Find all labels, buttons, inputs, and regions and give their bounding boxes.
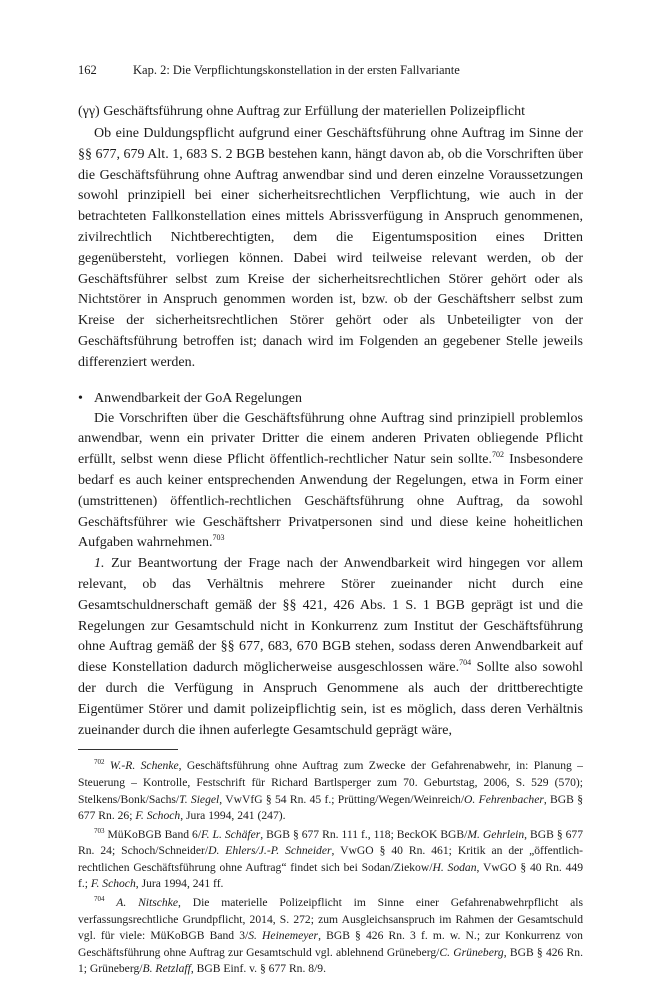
author-name: C. Grüneberg xyxy=(439,945,504,959)
footnote-reference[interactable]: 702 xyxy=(491,450,504,460)
footnote xyxy=(78,895,583,978)
footnote-number: 703 xyxy=(94,826,105,835)
footnote-text: , Jura 1994, 241 ff. xyxy=(135,877,224,891)
body-paragraph xyxy=(78,409,583,555)
paragraph-text: Sollte also sowohl der durch die Verfügung in Anspruch Genommene als auch der drittberechtigte Eigentümer Störer und damit polizeipflichtig sein, ist es möglich, dass deren Verhältnis zueinander durch die ihnen auferlegte Gesamtschuld geprägt wäre, xyxy=(78,660,583,738)
subsection-title: Anwendbarkeit der GoA Regelungen xyxy=(94,390,302,406)
author-name: F. Schoch xyxy=(135,809,181,823)
footnotes xyxy=(78,758,583,978)
footnote-text: MüKoBGB Band 6/ xyxy=(107,827,202,841)
section-heading: (γγ) Geschäftsführung ohne Auftrag zur Erfüllung der materiellen Polizeipflicht xyxy=(78,104,526,119)
footnote-number: 704 xyxy=(94,895,105,904)
author-name: B. Retzlaff xyxy=(142,962,191,976)
footnote-text: , VwGO § 40 Rn. 461; Kritik an der „öffentlich-rechtlichen Geschäftsführung ohne Auftrag“ findet sich bei Sodan/Ziekow/ xyxy=(78,844,583,874)
footnote xyxy=(78,758,583,824)
running-header xyxy=(78,62,583,78)
footnote-text: , BGB § 426 Rn. 1; Grüneberg/ xyxy=(78,945,583,976)
footnote-text: , VwGO § 40 Rn. 449 f.; xyxy=(78,860,583,891)
page-number: 162 xyxy=(78,63,97,77)
footnote-text: , BGB § 677 Rn. 24; Schoch/Schneider/ xyxy=(78,827,583,858)
author-name: M. Gehrlein xyxy=(467,827,525,841)
footnote-text: , VwVfG § 54 Rn. 45 f.; Prütting/Wegen/Weinreich/ xyxy=(219,792,465,806)
body-paragraph: Ob eine Duldungspflicht aufgrund einer Geschäftsführung ohne Auftrag im Sinne der §§ 677, 679 Alt. 1, 683 S. 2 BGB bestehen kann, hängt davon ab, ob die Vorschriften über die Geschäftsführung ohne Auftrag anwendbar sind und deren einzelne Voraussetzungen sowohl prinzipiell bei einer sicherheitsrechtlichen Verpflichtung, wie auch in der betrachteten Fallkonstellation eines mittels Abrissverfügung in Anspruch genommenen, zivilrechtlich Nichtberechtigten, dem die Eigentumsposition eines Dritten gegenübersteht, vorliegen können. Dabei wird teilweise relevant werden, ob der Geschäftsführer selbst zum Kreise der sicherheitsrechtlichen Störer gehört oder als Nichtstörer in Anspruch genommen worden ist, bzw. ob der Geschäftsherr selbst zum Kreise der sicherheitsrechtlichen Störer gehört oder als Unbeteiligter von der Geschäftsführung betroffen ist; danach wird im Folgenden an gegebener Stelle jeweils differenziert werden. xyxy=(78,126,583,370)
body-paragraph xyxy=(78,554,583,741)
footnote-text: , Die materielle Polizeipflicht im Sinne einer Gefahrenabwehrpflicht als verfassungsrechtliche Grundpflicht, 2014, S. 272; zum Ausgleichsanspruch im Rahmen der Gesamtschuld vgl. für viele: MüKoBGB Band 3/ xyxy=(78,896,583,943)
paragraph-number: 1. xyxy=(94,556,105,572)
footnote-number: 702 xyxy=(94,758,105,767)
author-name: H. Sodan xyxy=(432,860,477,874)
author-name: F. L. Schäfer xyxy=(201,827,261,841)
author-name: S. Heinemeyer xyxy=(248,929,319,943)
author-name: T. Siegel xyxy=(179,792,220,806)
footnote-reference[interactable]: 704 xyxy=(459,658,472,668)
footnote-divider xyxy=(78,749,178,750)
paragraph-text: Insbesondere bedarf es auch keiner entsprechenden Anwendung der Regelungen, etwa in Form einer (umstrittenen) öffentlich-rechtlichen Geschäftsführung ohne Auftrag, da sowohl Geschäftsführer wie Geschäftsherr Privatpersonen sind und diese keine hoheitlichen Aufgaben wahrnehmen. xyxy=(78,452,583,551)
footnote-text: , BGB § 677 Rn. 26; xyxy=(78,792,583,823)
chapter-title: Kap. 2: Die Verpflichtungskonstellation in der ersten Fallvariante xyxy=(133,63,460,77)
author-name: D. Ehlers/J.-P. Schneider xyxy=(208,844,332,858)
author-name: A. Nitschke xyxy=(116,896,178,910)
footnote-text: , Geschäftsführung ohne Auftrag zum Zwecke der Gefahrenabwehr, in: Planung – Steuerung – Kontrolle, Festschrift für Richard Bartlsperger zum 70. Geburtstag, 2006, S. 529 (570); Stelkens/Bonk/Sachs/ xyxy=(78,759,583,806)
bullet-marker: • xyxy=(78,390,83,406)
paragraph-text: Die Vorschriften über die Geschäftsführung ohne Auftrag sind prinzipiell problemlos anwendbar, wenn ein privater Dritter die einem anderen Privaten obliegende Pflicht erfüllt, selbst wenn diese Pflicht öffentlich-rechtlicher Natur sein sollte. xyxy=(78,410,583,468)
author-name: W.-R. Schenke xyxy=(109,759,179,773)
subsection-heading xyxy=(78,388,583,409)
paragraph-text: Zur Beantwortung der Frage nach der Anwendbarkeit wird hingegen vor allem relevant, ob das Verhältnis mehrere Störer zueinander nicht durch eine Gesamtschuldnerschaft gemäß der §§ 421, 426 Abs. 1 S. 1 BGB geprägt ist und die Regelungen zur Gesamtschuld nicht in Konkurrenz zum Institut der Geschäftsführung ohne Auftrag gemäß der §§ 677, 683, 670 BGB stehen, sodass deren Anwendbarkeit auf diese Konstellation dadurch möglicherweise ausgeschlossen wäre. xyxy=(78,556,583,676)
footnote-text: , BGB § 677 Rn. 111 f., 118; BeckOK BGB/ xyxy=(260,827,468,841)
footnote-text: , BGB Einf. v. § 677 Rn. 8/9. xyxy=(190,962,326,976)
footnote-text: , Jura 1994, 241 (247). xyxy=(180,809,286,823)
footnote-reference[interactable]: 703 xyxy=(212,533,225,543)
footnote xyxy=(78,827,583,893)
author-name: O. Fehrenbacher xyxy=(464,792,544,806)
author-name: F. Schoch xyxy=(90,877,136,891)
footnote-text: , BGB § 426 Rn. 3 f. m. w. N.; zur Konkurrenz von Geschäftsführung ohne Auftrag zur Gesamtschuld vgl. ablehnend Grüneberg/ xyxy=(78,929,583,959)
book-page xyxy=(78,62,583,980)
